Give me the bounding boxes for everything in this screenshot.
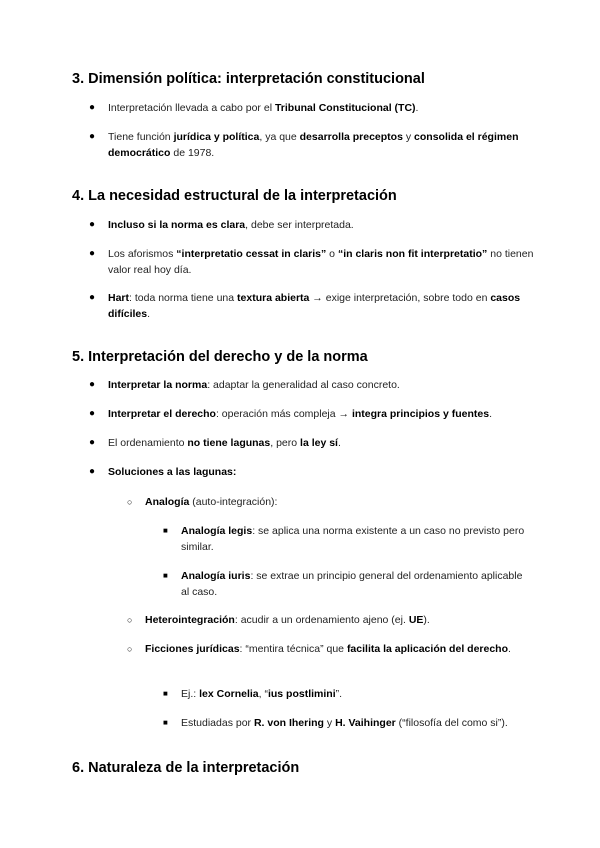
list-item: Analogía (auto-integración): (145, 496, 278, 508)
square-bullet-icon: ■ (163, 718, 168, 727)
bullet-icon: ● (89, 102, 96, 113)
square-bullet-icon: ■ (163, 689, 168, 698)
section-title-3: 3. Dimensión política: interpretación constitucional (72, 71, 425, 87)
list-item: Interpretar la norma: adaptar la generalidad al caso concreto. (108, 379, 400, 391)
list-item: Analogía iuris: se extrae un principio general del ordenamiento aplicable al caso. (181, 570, 523, 598)
section-title-4: 4. La necesidad estructural de la interpretación (72, 188, 397, 204)
list-item: Analogía legis: se aplica una norma existente a un caso no previsto pero similar. (181, 525, 525, 553)
list-item: Hart: toda norma tiene una textura abierta → exige interpretación, sobre todo en casos difíciles. (108, 292, 521, 320)
circle-bullet-icon: ○ (127, 644, 133, 654)
circle-bullet-icon: ○ (127, 615, 133, 625)
bullet-icon: ● (89, 379, 96, 390)
square-bullet-icon: ■ (163, 571, 168, 580)
list-item: Heterointegración: acudir a un ordenamiento ajeno (ej. UE). (145, 614, 430, 626)
square-bullet-icon: ■ (163, 526, 168, 535)
list-item: Interpretación llevada a cabo por el Tribunal Constitucional (TC). (108, 102, 419, 114)
bullet-icon: ● (89, 219, 96, 230)
list-item: Los aforismos “interpretatio cessat in claris” o “in claris non fit interpretatio” no tienen valor real hoy día. (108, 248, 534, 276)
section-title-6: 6. Naturaleza de la interpretación (72, 760, 300, 776)
circle-bullet-icon: ○ (127, 497, 133, 507)
list-item: Interpretar el derecho: operación más compleja → integra principios y fuentes. (108, 408, 492, 420)
list-item: El ordenamiento no tiene lagunas, pero la ley sí. (108, 437, 341, 449)
list-item: Incluso si la norma es clara, debe ser interpretada. (108, 219, 354, 231)
list-item: Ej.: lex Cornelia, “ius postlimini”. (181, 688, 343, 700)
list-item: Tiene función jurídica y política, ya que desarrolla preceptos y consolida el régimen democrático de 1978. (108, 131, 519, 159)
bullet-icon: ● (89, 248, 96, 259)
bullet-icon: ● (89, 466, 96, 477)
list-item: Estudiadas por R. von Ihering y H. Vaihinger (“filosofía del como si”). (181, 717, 508, 729)
section-title-5: 5. Interpretación del derecho y de la norma (72, 349, 368, 365)
bullet-icon: ● (89, 292, 96, 303)
bullet-icon: ● (89, 131, 96, 142)
list-item: Ficciones jurídicas: “mentira técnica” que facilita la aplicación del derecho. (145, 643, 511, 655)
list-item: Soluciones a las lagunas: (108, 466, 237, 478)
bullet-icon: ● (89, 437, 96, 448)
bullet-icon: ● (89, 408, 96, 419)
